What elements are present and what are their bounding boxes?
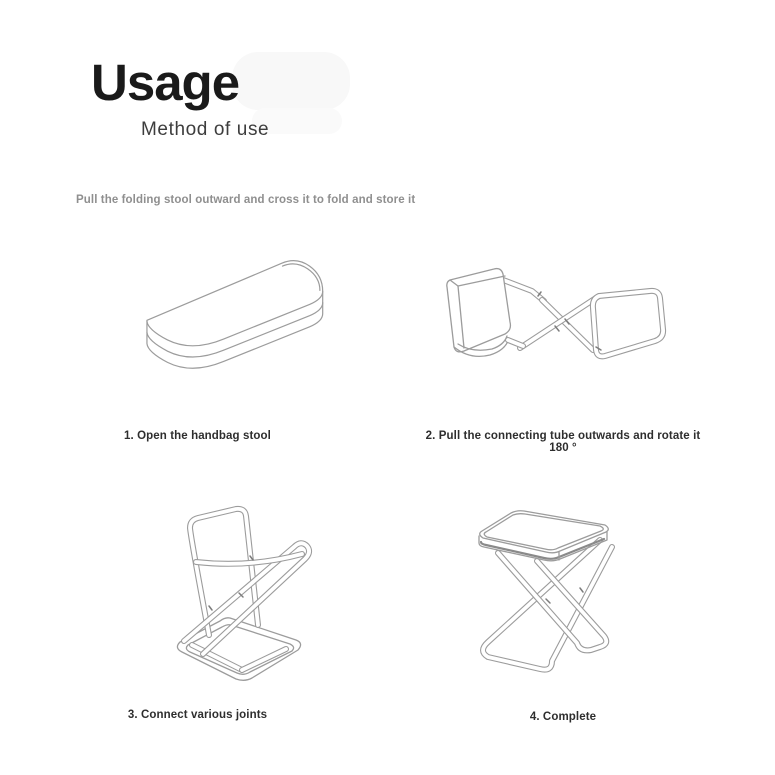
- step-1-caption: 1. Open the handbag stool: [124, 430, 271, 442]
- step-3-illustration-wrap: [146, 494, 346, 699]
- stool-unfolding-icon: [420, 252, 680, 392]
- usage-description: Pull the folding stool outward and cross it to fold and store it: [76, 194, 416, 206]
- step-3-caption: 3. Connect various joints: [127, 709, 268, 721]
- step-2-caption: 2. Pull the connecting tube outwards and rotate it 180 °: [425, 430, 701, 454]
- stool-complete-icon: [440, 490, 670, 690]
- step-4-caption: 4. Complete: [529, 711, 597, 723]
- stool-frame-icon: [146, 494, 346, 694]
- step-2-illustration-wrap: [420, 252, 680, 397]
- folded-stool-icon: [132, 245, 347, 405]
- page-title: Usage: [91, 54, 240, 111]
- step-1-illustration-wrap: [132, 245, 347, 410]
- title-background-smudge: [232, 52, 350, 110]
- page-subtitle: Method of use: [141, 119, 270, 140]
- step-4-illustration-wrap: [440, 490, 670, 695]
